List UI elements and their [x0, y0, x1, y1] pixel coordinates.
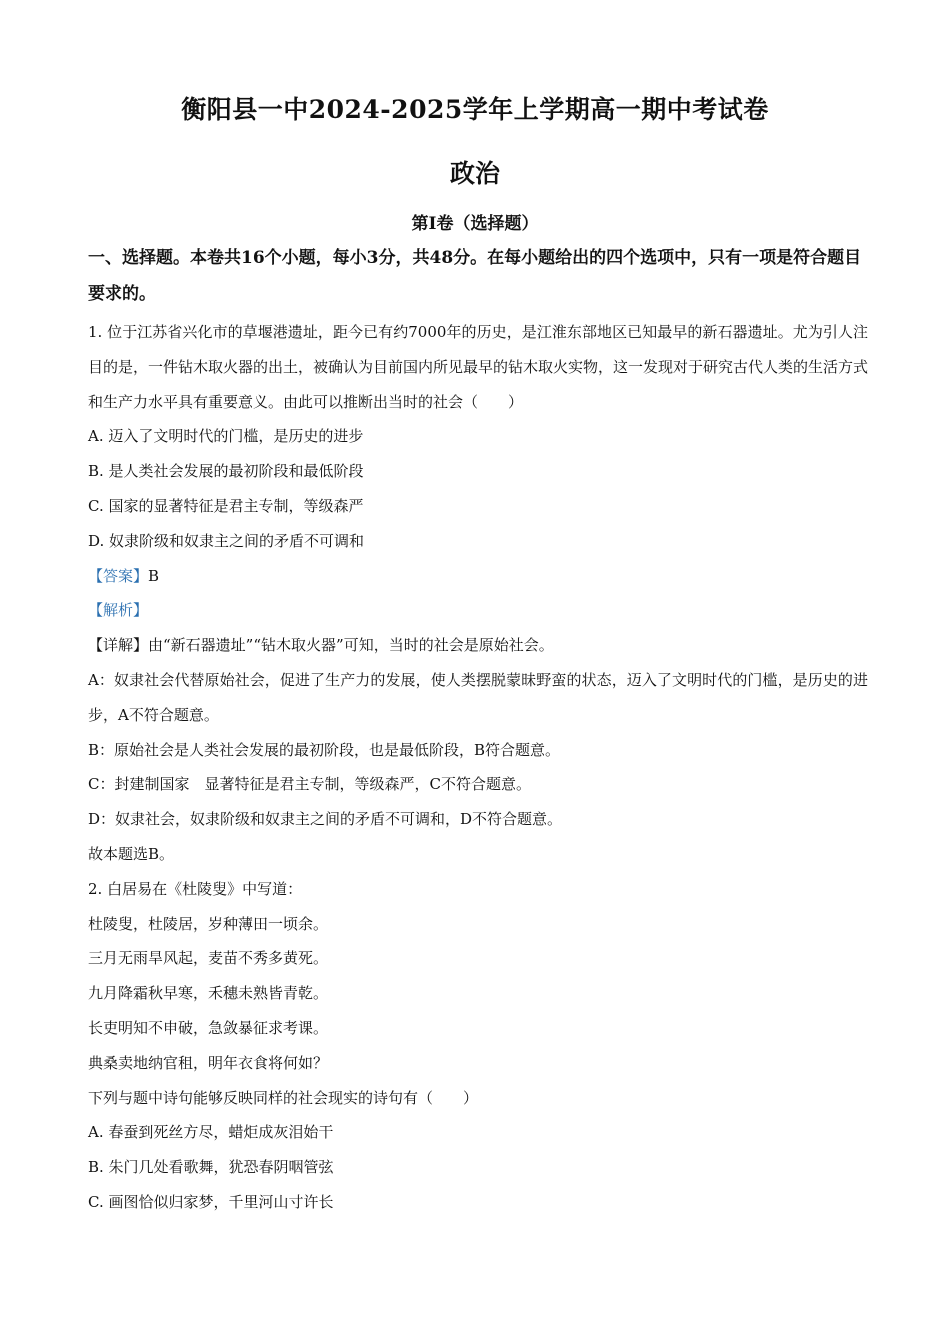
poem-line-5: 典桑卖地纳官租，明年衣食将何如？ [88, 1053, 329, 1072]
q2-option-a: A. 春蚕到死丝方尽，蜡炬成灰泪始干 [88, 1123, 334, 1142]
q1-analysis-d: D：奴隶社会，奴隶阶级和奴隶主之间的矛盾不可调和，D不符合题意。 [88, 810, 563, 829]
detail-text: 由“新石器遗址”“钻木取火器”可知，当时的社会是原始社会。 [148, 636, 554, 655]
q1-option-d: D. 奴隶阶级和奴隶主之间的矛盾不可调和 [88, 531, 365, 550]
poem-line-4: 长吏明知不申破，急敛暴征求考课。 [88, 1018, 329, 1037]
exam-title: 衡阳县一中2024-2025学年上学期高一期中考试卷 [181, 95, 769, 124]
q1-detail-row [88, 628, 868, 663]
q1-analysis-row [88, 593, 868, 628]
subject-title: 政治 [449, 159, 500, 188]
answer-tag: 【答案】 [88, 566, 149, 585]
poem-line-3: 九月降霜秋早寒，禾穗未熟皆青乾。 [88, 984, 329, 1003]
q1-analysis-b: B：原始社会是人类社会发展的最初阶段，也是最低阶段，B符合题意。 [88, 740, 561, 759]
q2-option-c: C. 画图恰似归家梦，千里河山寸许长 [88, 1192, 334, 1211]
question-2-stem: 2. 白居易在《杜陵叟》中写道： [88, 879, 303, 898]
answer-value: B [148, 566, 160, 585]
poem-line-1: 杜陵叟，杜陵居，岁种薄田一顷余。 [88, 914, 329, 933]
volume-heading: 第Ⅰ卷（选择题） [411, 214, 539, 234]
q1-option-b: B. 是人类社会发展的最初阶段和最低阶段 [88, 462, 364, 481]
q1-conclusion: 故本题选B。 [88, 844, 175, 863]
question-2-prompt: 下列与题中诗句能够反映同样的社会现实的诗句有（ ） [88, 1088, 479, 1107]
question-1-stem: 1. 位于江苏省兴化市的草堰港遗址，距今已有约7000年的历史，是江淮东部地区已知最早的新石器遗址。尤为引人注目的是，一件钻木取火器的出土，被确认为目前国内所见最早的钻木取火实物，这一发现对于研究古代人类的生活方式和生产力水平具有重要意义。由此可以推断出当时的社会（ ） [88, 323, 869, 411]
q1-option-a: A. 迈入了文明时代的门槛，是历史的进步 [88, 427, 364, 446]
detail-tag: 【详解】 [88, 636, 149, 655]
q1-answer-row [88, 559, 868, 594]
poem-line-2: 三月无雨旱风起，麦苗不秀多黄死。 [88, 949, 329, 968]
q1-analysis-c: C：封建制国家 显著特征是君主专制，等级森严，C不符合题意。 [88, 775, 531, 794]
analysis-tag: 【解析】 [88, 601, 149, 620]
q1-option-c: C. 国家的显著特征是君主专制，等级森严 [88, 496, 364, 515]
section-instruction: 一、选择题。本卷共16个小题，每小3分，共48分。在每小题给出的四个选项中，只有一项是符合题目要求的。 [88, 248, 862, 304]
q1-analysis-a: A：奴隶社会代替原始社会，促进了生产力的发展，使人类摆脱蒙昧野蛮的状态，迈入了文明时代的门槛，是历史的进步，A不符合题意。 [88, 670, 868, 724]
q2-option-b: B. 朱门几处看歌舞，犹恐春阴咽管弦 [88, 1158, 334, 1177]
question-content [88, 315, 868, 1220]
